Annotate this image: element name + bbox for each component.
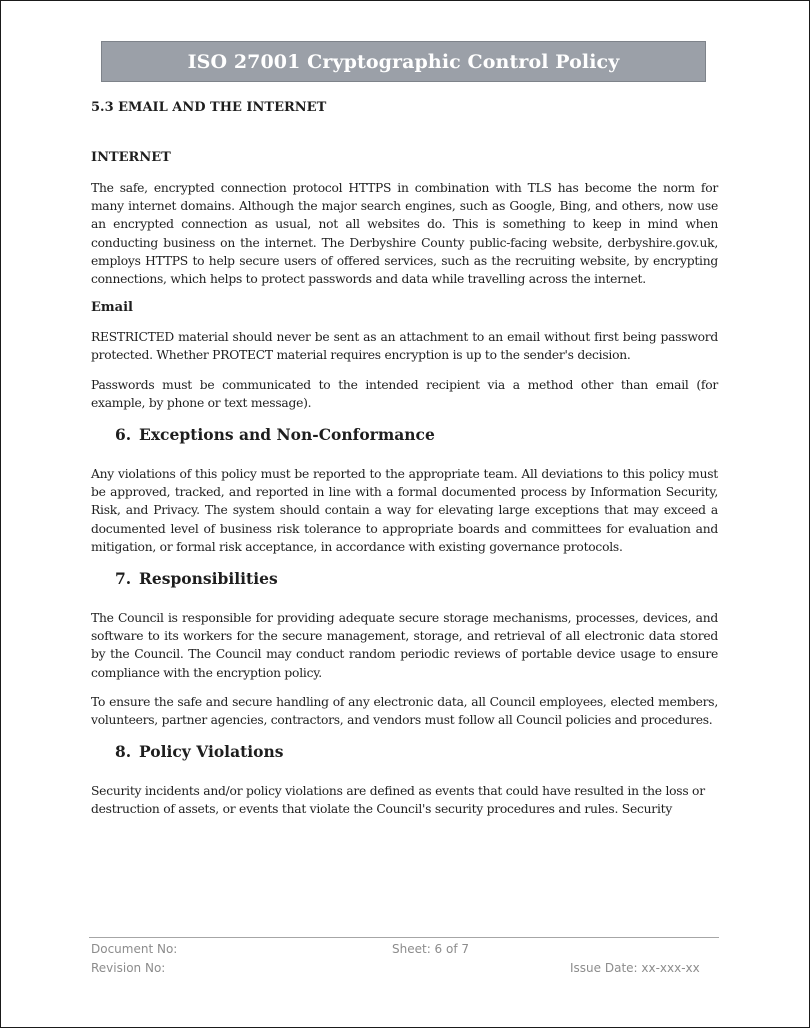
email-paragraph-1: RESTRICTED material should never be sent as an attachment to an email without first being password protected. Whether PROTECT material requires encryption is up to the sender's decision. bbox=[91, 330, 718, 363]
page-content bbox=[91, 99, 718, 819]
section-7-heading bbox=[91, 568, 718, 590]
email-heading: Email bbox=[91, 300, 133, 316]
email-paragraph-2: Passwords must be communicated to the intended recipient via a method other than email (for example, by phone or text message). bbox=[91, 377, 718, 410]
section-6-number: 6. bbox=[115, 425, 132, 445]
section-8-heading bbox=[91, 741, 718, 763]
page-footer bbox=[91, 940, 718, 978]
section-8-title: Policy Violations bbox=[139, 742, 284, 762]
internet-paragraph: The safe, encrypted connection protocol HTTPS in combination with TLS has become the norm for many internet domains. Although the major search engines, such as Google, Bing, and others, now use an encrypted connection as usual, not all websites do. This is something to keep in mind when conducting business on the internet. The Derbyshire County public-facing website, derbyshire.gov.uk, employs HTTPS to help secure users of offered services, such as the recruiting website, by encrypting connections, which helps to protect passwords and data while travelling across the internet. bbox=[91, 181, 718, 287]
section-7-number: 7. bbox=[115, 569, 132, 589]
section-6-heading bbox=[91, 424, 718, 446]
sheet-number: Sheet: 6 of 7 bbox=[392, 942, 470, 956]
section-7-title: Responsibilities bbox=[139, 569, 278, 589]
section-6-title: Exceptions and Non-Conformance bbox=[139, 425, 435, 445]
section-7-paragraph-1: The Council is responsible for providing adequate secure storage mechanisms, processes, devices, and software to its workers for the secure management, storage, and retrieval of all electronic data stored by the Council. The Council may conduct random periodic reviews of portable device usage to ensure compliance with the encryption policy. bbox=[91, 611, 718, 680]
section-8-number: 8. bbox=[115, 742, 132, 762]
section-8-paragraph: Security incidents and/or policy violations are defined as events that could have resulted in the loss or destruction of assets, or events that violate the Council's security procedures and rules. Security bbox=[91, 784, 705, 817]
section-6-paragraph: Any violations of this policy must be reported to the appropriate team. All deviations to this policy must be approved, tracked, and reported in line with a formal documented process by Information Security, Risk, and Privacy. The system should contain a way for elevating large exceptions that may exceed a documented level of business risk tolerance to appropriate boards and committees for evaluation and mitigation, or formal risk acceptance, in accordance with existing governance protocols. bbox=[91, 467, 718, 554]
title-banner bbox=[101, 41, 706, 82]
footer-divider bbox=[89, 937, 719, 938]
issue-date: Issue Date: xx-xxx-xx bbox=[570, 961, 700, 975]
section-7-paragraph-2: To ensure the safe and secure handling of any electronic data, all Council employees, elected members, volunteers, partner agencies, contractors, and vendors must follow all Council policies and procedures. bbox=[91, 694, 718, 728]
document-number-label: Document No: bbox=[91, 942, 178, 956]
internet-heading: INTERNET bbox=[91, 150, 171, 165]
section-5-3-heading: 5.3 EMAIL AND THE INTERNET bbox=[91, 100, 327, 115]
document-title: ISO 27001 Cryptographic Control Policy bbox=[187, 50, 620, 73]
revision-number-label: Revision No: bbox=[91, 961, 166, 975]
